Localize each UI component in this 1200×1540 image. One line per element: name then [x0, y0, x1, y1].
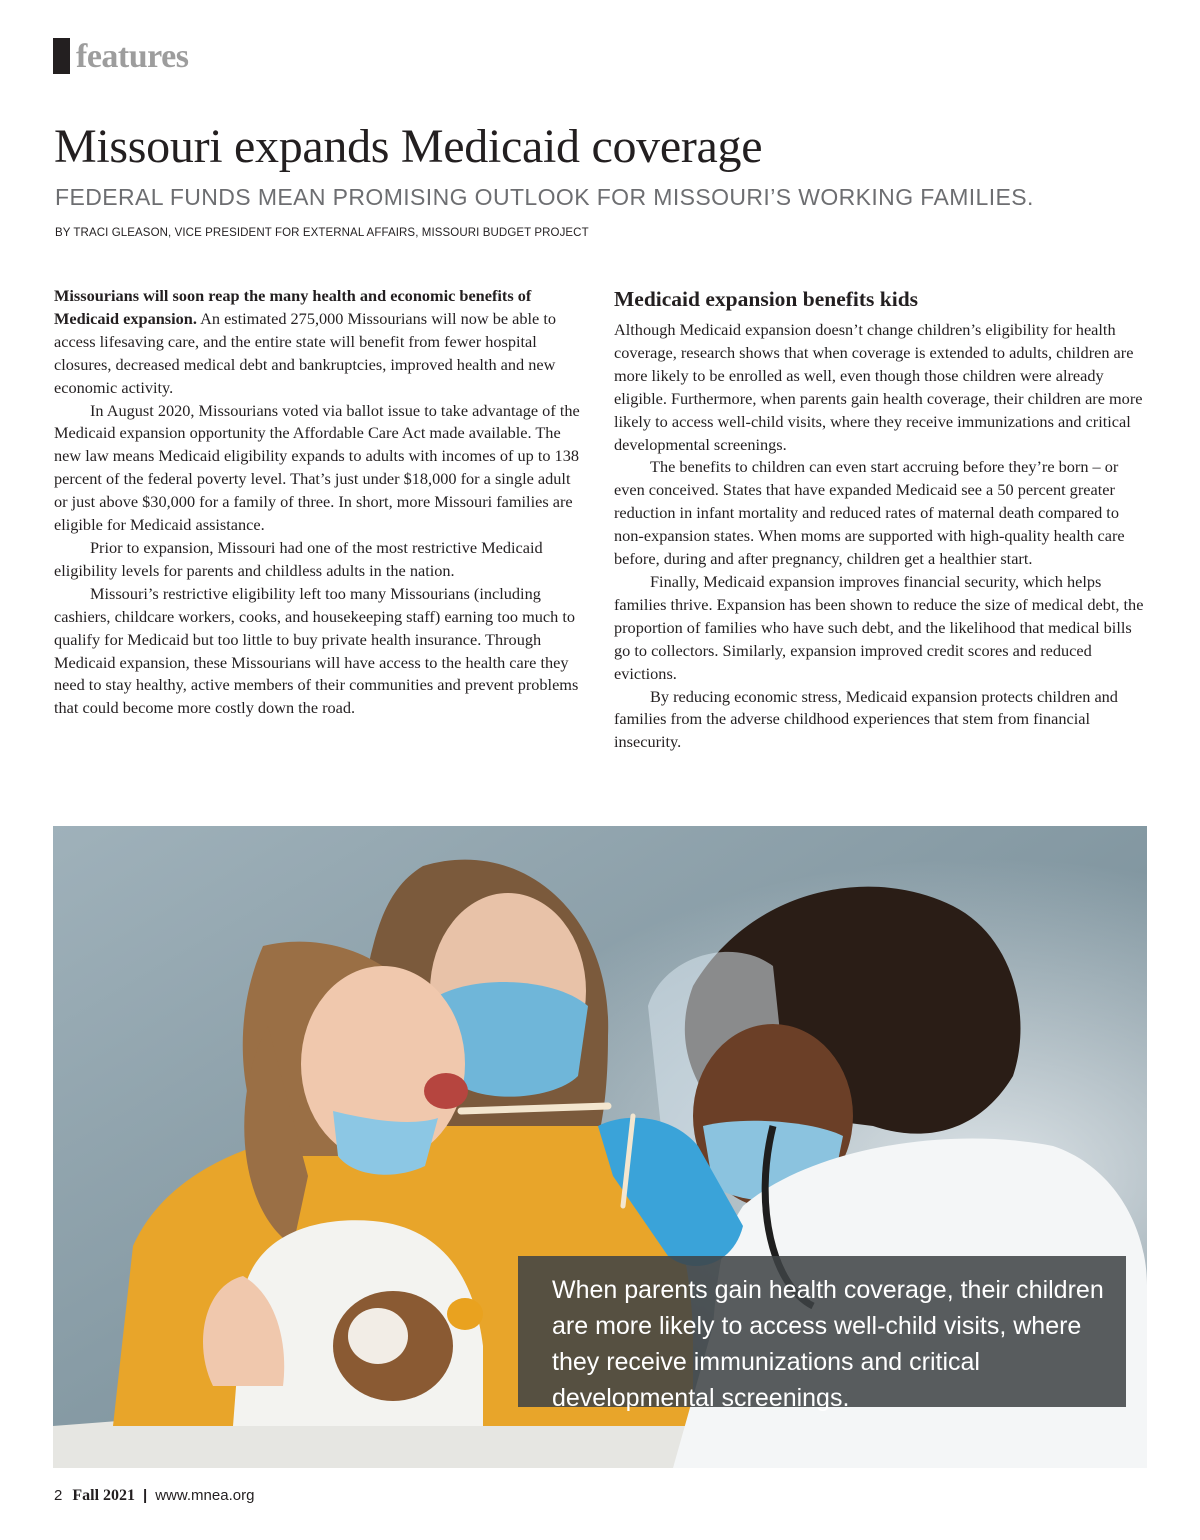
issue-label: Fall 2021	[72, 1487, 136, 1504]
lead-paragraph	[54, 285, 586, 400]
body-paragraph: Although Medicaid expansion doesn’t change children’s eligibility for health coverage, research shows that when coverage is extended to adults, children are more likely to be enrolled as well, even though those children were already eligible. Furthermore, when parents gain health coverage, their children are more likely to access well-child visits, where they receive immunizations and critical developmental screenings.	[614, 320, 1143, 454]
page-number: 2	[54, 1487, 63, 1504]
page-footer	[54, 1486, 254, 1506]
right-column	[614, 285, 1146, 754]
body-paragraph: Finally, Medicaid expansion improves financial security, which helps families thrive. Expansion has been shown to reduce the size of medical debt, the proportion of families who have such debt, and the likelihood that medical bills go to collectors. Similarly, expansion improved credit scores and reduced evictions.	[614, 571, 1144, 683]
section-label: features	[76, 38, 189, 75]
body-paragraph: By reducing economic stress, Medicaid expansion protects children and families from the adverse childhood experiences that stem from financial insecurity.	[614, 686, 1118, 752]
photo-caption: When parents gain health coverage, their children are more likely to access well-child visits, where they receive immunizations and critical developmental screenings.	[552, 1276, 1104, 1412]
footer-separator: |	[143, 1487, 148, 1504]
body-paragraph: The benefits to children can even start accruing before they’re born – or even conceived. States that have expanded Medicaid see a 50 percent greater reduction in infant mortality and reduced rates of maternal death compared to non-expansion states. When moms are supported with high-quality health care before, during and after pregnancy, children get a healthier start.	[614, 457, 1125, 569]
tongue-depressor	[461, 1106, 608, 1111]
article-byline: BY TRACI GLEASON, VICE PRESIDENT FOR EXTERNAL AFFAIRS, MISSOURI BUDGET PROJECT	[55, 227, 589, 239]
body-paragraph: Missouri’s restrictive eligibility left too many Missourians (including cashiers, childcare workers, cooks, and housekeeping staff) earning too much to qualify for Medicaid but too little to buy private health insurance. Through Medicaid expansion, these Missourians will have access to the health care they need to stay healthy, active members of their communities and prevent problems that could become more costly down the road.	[54, 583, 579, 718]
footer-website: www.mnea.org	[155, 1487, 255, 1504]
body-paragraph: Prior to expansion, Missouri had one of the most restrictive Medicaid eligibility levels for parents and childless adults in the nation.	[54, 537, 543, 580]
lead-paragraph-bold: Missourians will soon reap the many health and economic benefits of Medicaid expansion.	[54, 286, 532, 328]
section-marker-bar	[53, 38, 70, 74]
subsection-heading: Medicaid expansion benefits kids	[614, 287, 919, 311]
article-subhead: FEDERAL FUNDS MEAN PROMISING OUTLOOK FOR MISSOURI’S WORKING FAMILIES.	[55, 184, 1034, 210]
body-paragraph: In August 2020, Missourians voted via ballot issue to take advantage of the Medicaid expansion opportunity the Affordable Care Act made available. The new law means Medicaid eligibility expands to adults with incomes of up to 138 percent of the federal poverty level. That’s just under $18,000 for a single adult or just above $30,000 for a family of three. In short, more Missouri families are eligible for Medicaid assistance.	[54, 400, 580, 535]
section-tag	[53, 36, 188, 74]
article-headline: Missouri expands Medicaid coverage	[54, 120, 763, 173]
left-column	[54, 285, 586, 720]
lead-paragraph-rest: An estimated 275,000 Missourians will now be able to access lifesaving care, and the entire state will benefit from fewer hospital closures, decreased medical debt and bankruptcies, improved health and new economic activity.	[54, 308, 556, 397]
